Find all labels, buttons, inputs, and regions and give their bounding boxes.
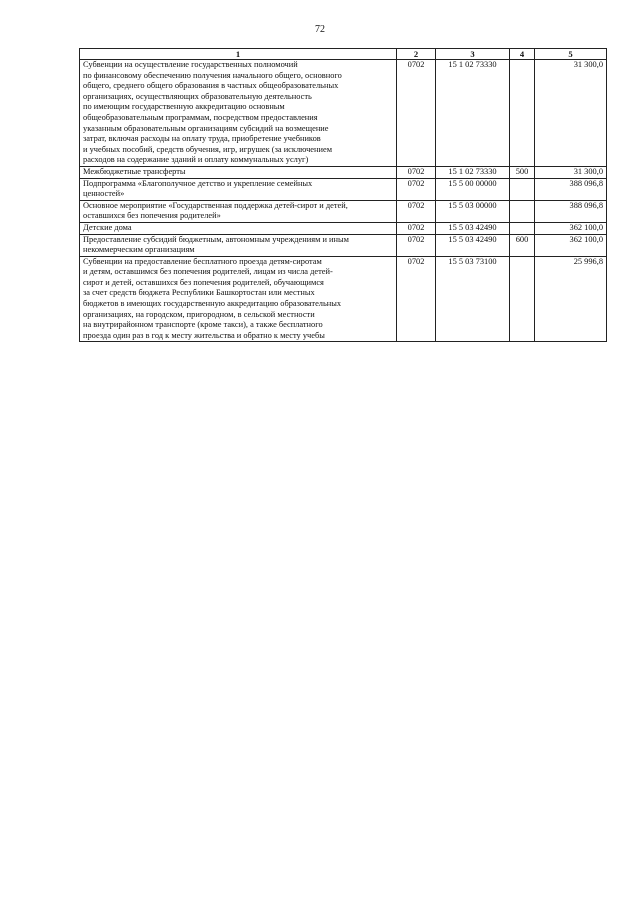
row-description: Межбюджетные трансферты <box>80 166 397 178</box>
column-header-description: 1 <box>80 49 397 60</box>
row-section: 0702 <box>397 256 436 342</box>
row-code: 15 5 00 00000 <box>436 178 510 200</box>
row-type <box>510 200 535 222</box>
row-amount: 388 096,8 <box>535 178 607 200</box>
row-code: 15 1 02 73330 <box>436 166 510 178</box>
header-row <box>80 49 607 60</box>
table-row <box>80 200 607 222</box>
row-description: Детские дома <box>80 222 397 234</box>
column-header-section: 2 <box>397 49 436 60</box>
table-row <box>80 256 607 342</box>
table-row <box>80 222 607 234</box>
row-section: 0702 <box>397 234 436 256</box>
row-type: 500 <box>510 166 535 178</box>
budget-table <box>79 48 607 342</box>
row-section: 0702 <box>397 166 436 178</box>
page-number: 72 <box>315 24 325 35</box>
table-row <box>80 234 607 256</box>
row-type: 600 <box>510 234 535 256</box>
row-amount: 31 300,0 <box>535 60 607 167</box>
row-type <box>510 60 535 167</box>
row-type <box>510 178 535 200</box>
row-section: 0702 <box>397 222 436 234</box>
column-header-code: 3 <box>436 49 510 60</box>
column-header-amount: 5 <box>535 49 607 60</box>
table-row <box>80 166 607 178</box>
row-description: Подпрограмма «Благополучное детство и укрепление семейных ценностей» <box>80 178 397 200</box>
row-amount: 31 300,0 <box>535 166 607 178</box>
row-code: 15 5 03 42490 <box>436 222 510 234</box>
row-code: 15 5 03 00000 <box>436 200 510 222</box>
row-description: Субвенции на осуществление государственных полномочий по финансовому обеспечению получения начального общего, основного общего, среднего общего образования в частных общеобразовательных организациях, осуществляющих образовательную деятельность по имеющим государственную аккредитацию основным общеобразовательным программам, посредством предоставления указанным образовательным организациям субсидий на возмещение затрат, включая расходы на оплату труда, приобретение учебников и учебных пособий, средств обучения, игр, игрушек (за исключением расходов на содержание зданий и оплату коммунальных услуг) <box>80 60 397 167</box>
row-description: Субвенции на предоставление бесплатного проезда детям-сиротам и детям, оставшимся без попечения родителей, лицам из числа детей- сирот и детей, оставшихся без попечения родителей, обучающимся за счет средств бюджета Республики Башкортостан или местных бюджетов в имеющих государственную аккредитацию образовательных организациях, на городском, пригородном, в сельской местности на внутрирайонном транспорте (кроме такси), а также бесплатного проезда один раз в год к месту жительства и обратно к месту учебы <box>80 256 397 342</box>
row-code: 15 5 03 42490 <box>436 234 510 256</box>
row-section: 0702 <box>397 178 436 200</box>
row-amount: 362 100,0 <box>535 222 607 234</box>
row-code: 15 1 02 73330 <box>436 60 510 167</box>
row-description: Основное мероприятие «Государственная поддержка детей-сирот и детей, оставшихся без попечения родителей» <box>80 200 397 222</box>
table-row <box>80 60 607 167</box>
column-header-type: 4 <box>510 49 535 60</box>
table-row <box>80 178 607 200</box>
row-amount: 388 096,8 <box>535 200 607 222</box>
row-type <box>510 222 535 234</box>
row-code: 15 5 03 73100 <box>436 256 510 342</box>
row-amount: 362 100,0 <box>535 234 607 256</box>
row-section: 0702 <box>397 60 436 167</box>
row-section: 0702 <box>397 200 436 222</box>
row-description: Предоставление субсидий бюджетным, автономным учреждениям и иным некоммерческим организациям <box>80 234 397 256</box>
row-amount: 25 996,8 <box>535 256 607 342</box>
row-type <box>510 256 535 342</box>
